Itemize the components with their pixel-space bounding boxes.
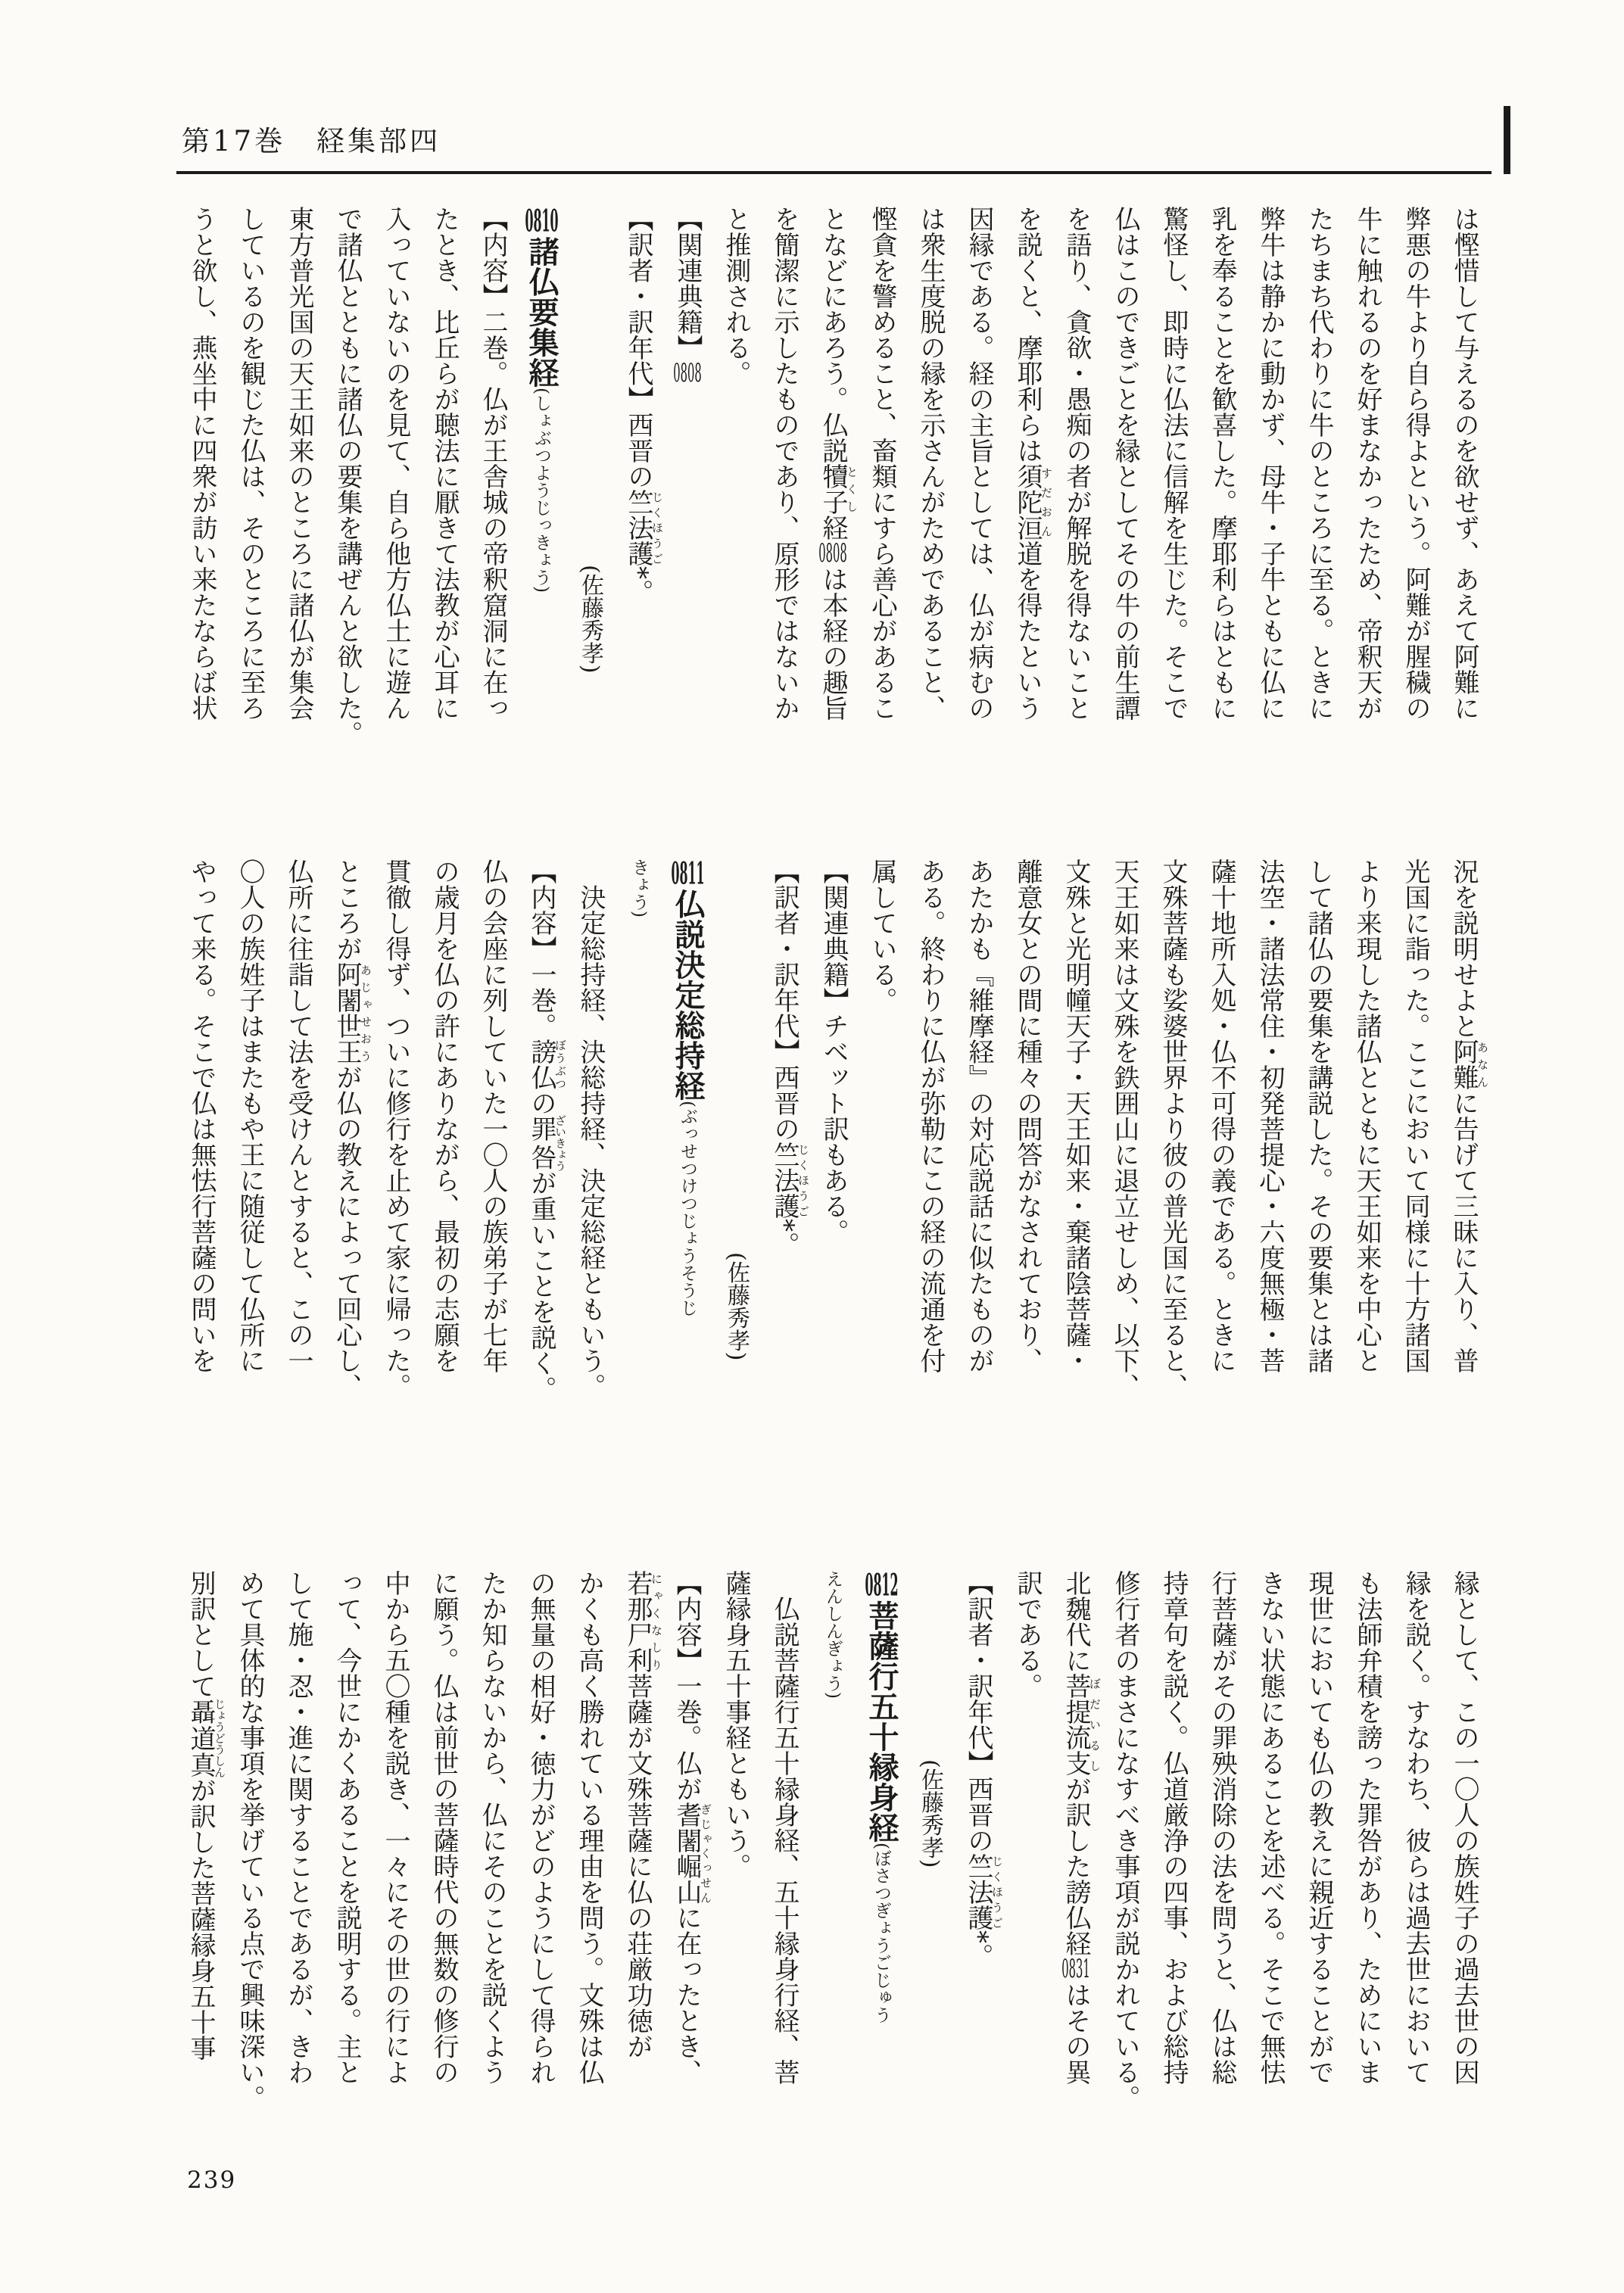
text-segment: 入っていないのを見て、自ら他方仏土に遊ん xyxy=(381,206,411,721)
text-segment: (ぼさつぎょうごじゅう xyxy=(871,1843,891,2024)
text-segment: 阿難あなん xyxy=(1448,1039,1489,1090)
text-segment: を説くと、摩耶利らは xyxy=(1012,206,1043,463)
text-column xyxy=(323,206,372,808)
text-segment: たちまち代わりに牛のところに至る。ときに xyxy=(1304,206,1334,721)
text-segment: 東方普光国の天王如来のところに諸仏が集会 xyxy=(284,206,314,721)
text-segment: 若那尸利にゃくなしり xyxy=(622,1570,663,1673)
text-column xyxy=(1295,1570,1343,2172)
text-column xyxy=(468,1570,516,2172)
text-column xyxy=(178,206,226,808)
text-segment: に願う。仏は前世の菩薩時代の無数の修行の xyxy=(429,1570,459,2085)
text-segment: を語り、貪欲・愚痴の者が解脱を得ないこと xyxy=(1061,206,1092,721)
text-band-middle xyxy=(177,858,1488,1460)
text-segment: たか知らないから、仏にそのことを説くよう xyxy=(477,1570,507,2085)
text-segment: と推測される。 xyxy=(721,206,751,386)
text-column xyxy=(177,858,226,1460)
text-column xyxy=(1197,858,1245,1460)
text-segment: で諸仏とともに諸仏の要集を講ぜんと欲した。 xyxy=(332,206,363,746)
text-segment: 竺法護じくほうご xyxy=(623,489,664,566)
text-column xyxy=(809,206,858,808)
text-segment: 菩薩行五十縁身経 xyxy=(864,1600,899,1843)
text-segment: きょう) xyxy=(629,858,649,918)
text-column xyxy=(1342,858,1391,1460)
text-column xyxy=(419,1570,468,2172)
text-segment: 道を得たという xyxy=(1012,541,1043,721)
text-segment: 離意女との間に種々の問答がなされており、 xyxy=(1012,858,1043,1373)
text-column xyxy=(323,858,372,1460)
text-segment: めて具体的な事項を挙げている点で興味深い。 xyxy=(235,1570,265,2111)
text-segment: は慳惜して与えるのを欲せず、あえて阿難に xyxy=(1449,206,1479,721)
text-segment: 属している。 xyxy=(867,858,897,1013)
text-column xyxy=(1245,858,1294,1460)
text-segment: 仏所に往詣して法を受けんとすると、この一 xyxy=(283,858,313,1373)
text-column xyxy=(226,858,274,1460)
text-column xyxy=(566,858,615,1460)
text-column xyxy=(1149,206,1198,808)
text-segment: 訳である。 xyxy=(1012,1570,1043,1699)
text-segment: 須陀洹すだおん xyxy=(1012,463,1053,541)
text-segment: 仏はこのできごとを縁としてその牛の前生譚 xyxy=(1110,206,1140,721)
text-column xyxy=(1439,858,1488,1460)
entry-heading-0811 xyxy=(663,858,712,1460)
text-column xyxy=(1149,858,1197,1460)
text-segment: を簡潔に示したものであり、原形ではないか xyxy=(769,206,800,721)
text-segment: えんしんぎょう) xyxy=(823,1570,843,1699)
text-segment: きない状態にあることを述べる。そこで無怯 xyxy=(1255,1570,1286,2085)
text-segment: (佐藤秀孝) xyxy=(723,1252,750,1361)
text-column xyxy=(517,858,566,1460)
text-column xyxy=(1440,1570,1488,2172)
text-segment: 乳を奉ることを歓喜した。摩耶利らはともに xyxy=(1207,206,1237,721)
text-column xyxy=(469,858,517,1460)
text-segment: 牛に触れるのを好まなかったため、帝釈天が xyxy=(1352,206,1382,721)
text-segment: は衆生度脱の縁を示さんがためであること、 xyxy=(915,206,946,721)
text-segment: 中から五〇種を説き、一々にその世の行によ xyxy=(380,1570,410,2085)
text-column xyxy=(1003,206,1052,808)
text-column xyxy=(1101,206,1149,808)
text-segment: となどにあろう。仏説 xyxy=(818,206,848,463)
text-column xyxy=(1052,206,1101,808)
text-segment: 光国に詣った。ここにおいて同様に十方諸国 xyxy=(1400,858,1430,1373)
text-segment: ところが xyxy=(332,858,362,961)
text-segment: かくも高く勝れている理由を問う。文殊は仏 xyxy=(574,1570,604,2085)
text-segment: より来現した諸仏とともに天王如来を中心と xyxy=(1351,858,1382,1373)
text-segment: して諸仏の要集を講説した。その要集とは諸 xyxy=(1303,858,1333,1373)
text-segment: して施・忍・進に関することであるが、きわ xyxy=(283,1570,313,2085)
text-segment: しているのを観じた仏は、そのところに至ろ xyxy=(235,206,266,721)
header-divider-rule xyxy=(176,171,1492,174)
text-column xyxy=(858,206,906,808)
text-column xyxy=(906,206,955,808)
text-column xyxy=(712,206,760,808)
text-column xyxy=(955,206,1003,808)
text-segment: *。 xyxy=(623,566,653,605)
text-column xyxy=(1052,858,1100,1460)
text-segment: *。 xyxy=(963,1930,993,1969)
entry-number: 0810 xyxy=(525,206,559,236)
text-segment: が仏の教えによって回心し、 xyxy=(332,1064,362,1399)
text-column xyxy=(1391,858,1439,1460)
text-segment: が重いことを説く。 xyxy=(526,1170,556,1402)
text-segment: 【訳者・訳年代】西晋の xyxy=(963,1570,993,1853)
text-segment: 因縁である。経の主旨としては、仏が病むの xyxy=(964,206,994,721)
text-column xyxy=(516,1570,565,2172)
text-column xyxy=(226,1570,274,2172)
text-column xyxy=(1198,1570,1246,2172)
text-column xyxy=(371,1570,419,2172)
text-segment: *。 xyxy=(769,1219,800,1257)
text-column xyxy=(1198,206,1246,808)
text-segment: 〇人の族姓子はまたもや王に随従して仏所に xyxy=(235,858,265,1373)
text-segment: 現世においても仏の教えに親近することがで xyxy=(1304,1570,1334,2085)
text-segment: 【内容】二巻。仏が王舎城の帝釈窟洞に在っ xyxy=(478,206,508,721)
text-segment: (佐藤秀孝) xyxy=(577,565,603,674)
text-column xyxy=(420,858,469,1460)
text-column xyxy=(226,206,275,808)
text-column xyxy=(955,858,1003,1460)
text-column xyxy=(372,206,420,808)
text-column xyxy=(1392,1570,1440,2172)
text-segment: って、今世にかくあることを説明する。主と xyxy=(332,1570,362,2085)
text-segment: 仏説菩薩行五十縁身経、五十縁身行経、菩 xyxy=(769,1596,800,2085)
translator-label xyxy=(954,1570,1003,2172)
text-segment: 法空・諸法常住・初発菩提心・六度無極・菩 xyxy=(1255,858,1285,1373)
text-segment: 別訳として xyxy=(185,1570,216,1699)
text-segment: 阿闍世王あじゃせおう xyxy=(332,961,372,1064)
text-column xyxy=(1343,206,1392,808)
translator-label xyxy=(614,206,663,808)
text-segment: 貫徹し得ず、ついに修行を止めて家に帰った。 xyxy=(381,858,411,1399)
related-texts-label xyxy=(663,206,712,808)
text-segment: 仏の会座に列していた一〇人の族弟子が七年 xyxy=(478,858,508,1373)
text-column xyxy=(1246,1570,1295,2172)
text-column xyxy=(1149,1570,1198,2172)
text-segment: の無量の相好・徳力がどのようにして得られ xyxy=(525,1570,556,2085)
text-column xyxy=(662,1570,712,2172)
text-column xyxy=(613,1570,662,2172)
text-segment: 【訳者・訳年代】西晋の xyxy=(769,858,800,1142)
text-segment: 薩十地所入処・仏不可得の義である。ときに xyxy=(1206,858,1236,1373)
text-column xyxy=(1295,206,1343,808)
text-column xyxy=(1003,1570,1052,2172)
text-segment: 況を説明せよと xyxy=(1448,858,1479,1039)
text-segment: 【関連典籍】 xyxy=(672,206,703,360)
text-segment: 文殊菩薩も娑婆世界より彼の普光国に至ると、 xyxy=(1158,858,1188,1399)
text-segment: 文殊と光明幢天子・天王如来・棄諸陰菩薩・ xyxy=(1061,858,1091,1373)
entry-number: 0812 xyxy=(865,1570,899,1600)
text-segment: (佐藤秀孝) xyxy=(917,1759,943,1868)
text-column xyxy=(469,206,517,808)
text-segment: 修行者のまさになすべき事項が説かれている。 xyxy=(1110,1570,1140,2111)
author-attribution xyxy=(712,858,760,1460)
entry-heading-reading-continuation xyxy=(809,1570,857,2172)
author-attribution xyxy=(906,1570,954,2172)
text-segment: 弊牛は静かに動かず、母牛・子牛ともに仏に xyxy=(1255,206,1286,721)
text-segment: 決定総持経、決総持経、決定総経ともいう。 xyxy=(575,884,606,1399)
entry-heading-0810 xyxy=(517,206,566,808)
text-segment: 縁として、この一〇人の族姓子の過去世の因 xyxy=(1449,1570,1479,2085)
text-band-bottom xyxy=(176,1570,1488,2172)
text-segment: 行菩薩がその罪殃消除の法を問うと、仏は総 xyxy=(1207,1570,1237,2085)
text-segment: に在ったとき、 xyxy=(672,1905,702,2085)
text-segment: 薩縁身五十事経ともいう。 xyxy=(721,1570,751,1879)
text-segment: 【関連典籍】チベット訳もある。 xyxy=(818,858,849,1245)
text-column xyxy=(858,858,906,1460)
text-segment: 驚怪し、即時に仏法に信解を生じた。そこで xyxy=(1158,206,1189,721)
text-segment: 【内容】一巻。 xyxy=(526,858,556,1039)
text-column xyxy=(760,1570,809,2172)
text-segment: が訳した謗仏経 xyxy=(1061,1776,1091,1956)
text-segment: 聶道真じょうどうしん xyxy=(185,1698,226,1778)
text-segment: に告げて三昧に入り、普 xyxy=(1448,1090,1479,1373)
author-attribution xyxy=(566,206,614,808)
text-column xyxy=(565,1570,613,2172)
text-segment: 罪咎ざいきょう xyxy=(526,1114,567,1172)
entry-number: 0831 xyxy=(1061,1956,1090,1982)
text-segment: 犢子とくし xyxy=(818,463,859,515)
text-segment: が訳した菩薩縁身五十事 xyxy=(185,1777,216,2061)
text-column xyxy=(1052,1570,1101,2172)
text-column xyxy=(1246,206,1295,808)
text-column xyxy=(1440,206,1488,808)
text-segment: うと欲し、燕坐中に四衆が訪い来たならば状 xyxy=(187,206,217,721)
text-segment: 北魏代に xyxy=(1061,1570,1091,1673)
text-column xyxy=(1003,858,1052,1460)
entry-number: 0811 xyxy=(671,858,705,889)
text-segment: はその異 xyxy=(1061,1982,1091,2085)
entry-heading-0812 xyxy=(857,1570,906,2172)
text-segment: 菩提流支ぼだいるし xyxy=(1061,1673,1102,1776)
text-column xyxy=(760,206,809,808)
entry-number: 0808 xyxy=(673,360,702,386)
related-texts-label xyxy=(809,858,858,1460)
text-column xyxy=(1343,1570,1392,2172)
text-segment: (しょぶつようじっきょう) xyxy=(531,388,551,593)
text-column xyxy=(274,1570,323,2172)
text-column xyxy=(1294,858,1342,1460)
text-segment: 経 xyxy=(818,515,848,541)
text-column xyxy=(274,858,323,1460)
text-segment: 菩薩が文殊菩薩に仏の荘厳功徳が xyxy=(622,1673,653,2059)
text-segment: 【内容】一巻。仏が xyxy=(672,1570,702,1802)
text-segment: 弊悪の牛より自ら得よという。阿難が腥穢の xyxy=(1401,206,1431,721)
text-segment: 諸仏要集経 xyxy=(524,236,560,388)
text-column xyxy=(1100,858,1149,1460)
text-segment: 持章句を説く。仏道厳浄の四事、および総持 xyxy=(1158,1570,1189,2085)
text-segment: 竺法護じくほうご xyxy=(769,1142,810,1219)
text-segment: 耆闍崛山ぎじゃくっせん xyxy=(672,1802,712,1905)
text-column xyxy=(176,1570,226,2172)
text-column xyxy=(420,206,469,808)
text-segment: あたかも『維摩経』の対応説話に似たものが xyxy=(964,858,994,1373)
text-segment: 縁を説く。すなわち、彼らは過去世において xyxy=(1401,1570,1431,2085)
text-column xyxy=(372,858,420,1460)
text-segment: たとき、比丘らが聴法に厭きて法教が心耳に xyxy=(429,206,460,721)
text-column xyxy=(906,858,955,1460)
entry-number: 0808 xyxy=(818,541,847,566)
text-segment: の歳月を仏の許にありながら、最初の志願を xyxy=(429,858,460,1373)
text-column xyxy=(275,206,323,808)
entry-heading-reading-continuation xyxy=(615,858,663,1460)
text-segment: やって来る。そこで仏は無怯行菩薩の問いを xyxy=(186,858,217,1373)
text-segment: 竺法護じくほうご xyxy=(963,1853,1004,1930)
text-segment: 仏説決定総持経 xyxy=(670,889,706,1101)
text-column xyxy=(323,1570,371,2172)
translator-label xyxy=(760,858,809,1460)
text-column xyxy=(1392,206,1440,808)
page-header: 第17巻 経集部四 xyxy=(182,125,441,157)
text-band-top xyxy=(178,206,1488,808)
text-segment: 天王如来は文殊を鉄囲山に退立せしめ、以下、 xyxy=(1109,858,1139,1399)
page-edge-mark xyxy=(1504,106,1510,174)
text-segment: の xyxy=(526,1090,556,1116)
text-column xyxy=(712,1570,760,2172)
text-segment: ある。終わりに仏が弥勒にこの経の流通を付 xyxy=(915,858,946,1373)
text-segment: も法師弁積を謗った罪咎があり、ためにいま xyxy=(1352,1570,1382,2085)
text-segment: は本経の趣旨 xyxy=(818,566,848,721)
text-column xyxy=(1101,1570,1149,2172)
text-segment: 謗仏ぼうぶつ xyxy=(526,1039,567,1090)
text-segment: 慳貪を警めること、畜類にすら善心があるこ xyxy=(867,206,897,721)
text-segment: 【訳者・訳年代】西晋の xyxy=(623,206,653,489)
text-segment: (ぶっせつけつじょうそうじ xyxy=(678,1101,697,1316)
page-number: 239 xyxy=(187,2167,237,2194)
